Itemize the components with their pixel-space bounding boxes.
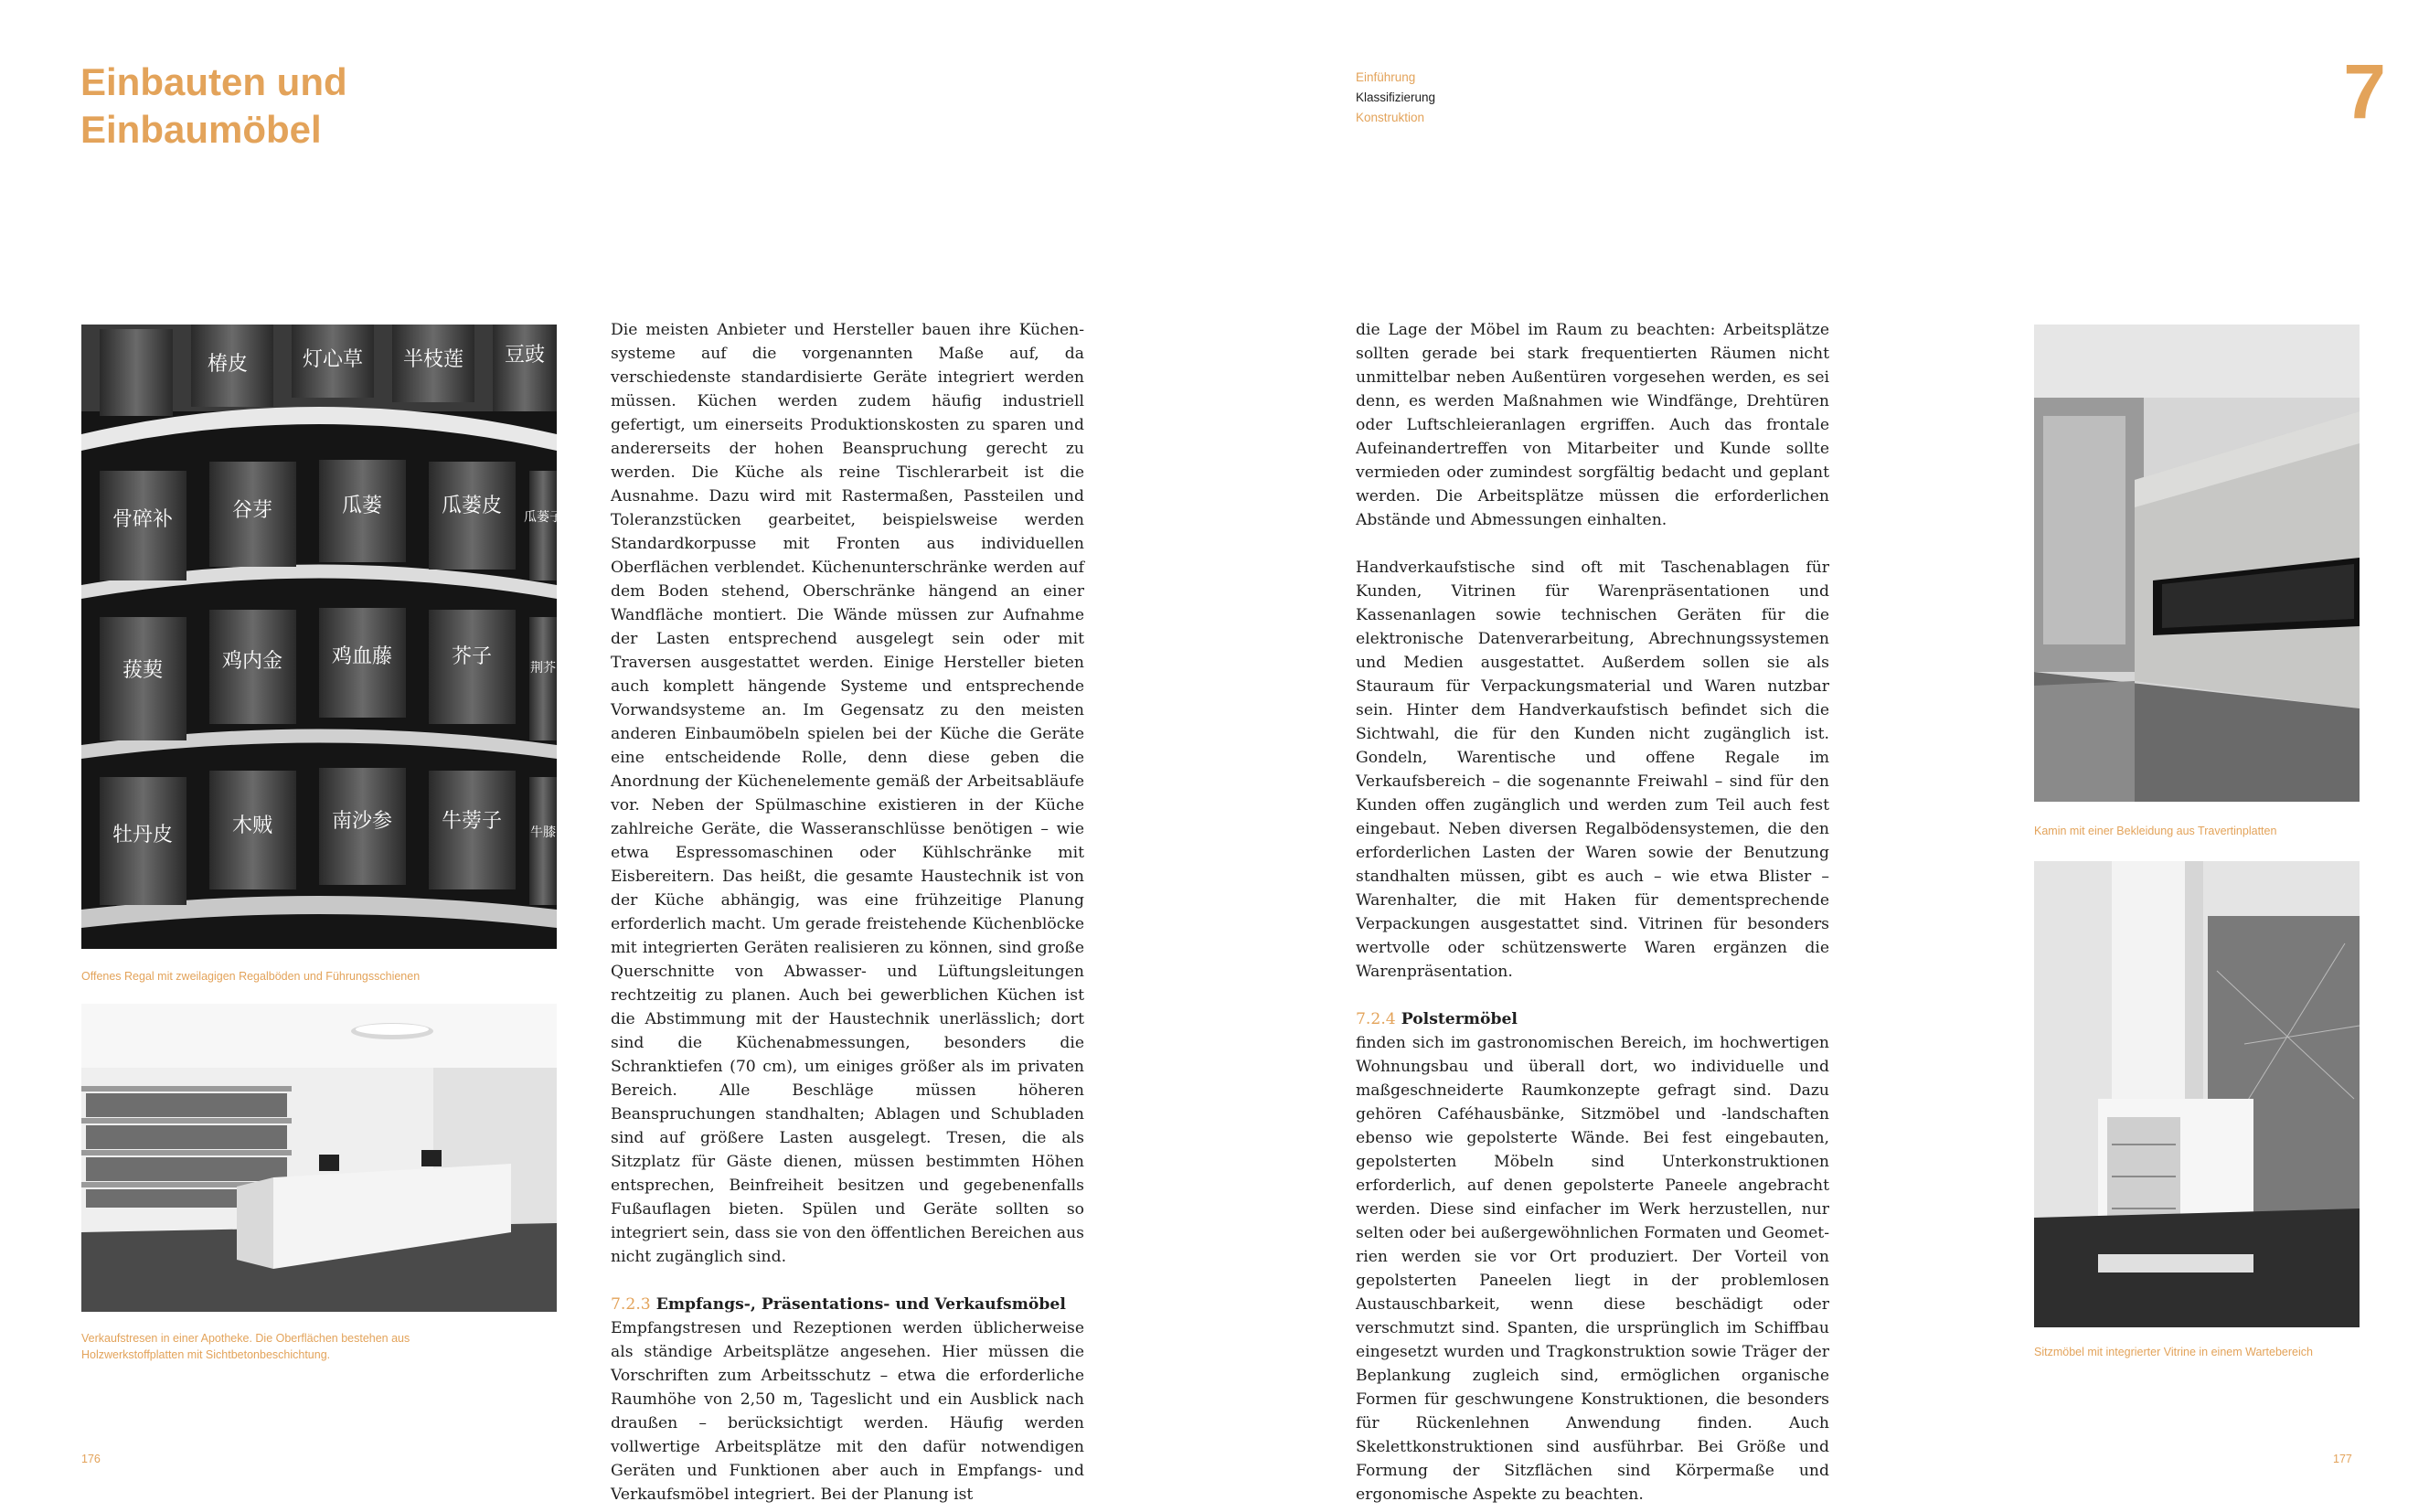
shelf-photo [81,325,562,949]
shelf-label: 木贼 [231,815,273,837]
shelf-label: 鸡血藤 [331,645,393,668]
shelf-label: 牛膝 [530,825,556,840]
shelf-label: 牛蒡子 [441,810,503,833]
section-number: 7.2.4 [1356,1010,1396,1028]
shelf-label: 骨碎补 [112,508,174,531]
shelf-label: 芥子 [451,645,493,668]
body-paragraph: Empfangstresen und Rezeptionen werden üblicherweise als ständige Arbeitsplätze angesehen. Hier müssen die Vorschriften zum Arbeitsschutz – etwa die erforderliche Raumhöhe von 2,50 m, Tageslicht und ein Ausblick nach draußen – berücksichtigt werden. Häufig werden vollwertige Arbeitsplätze mit den dafür notwendigen Geräten und Funktionen aber auch in Empfangs- und Verkaufsmöbel integriert. Bei der Planung ist [611,1319,1084,1504]
shelf-label: 豆豉 [504,344,546,367]
chapter-title-line2: Einbaumöbel [80,108,322,151]
section-heading-723 [611,1293,1084,1316]
shelf-label: 谷芽 [231,499,273,522]
body-paragraph: Handverkaufstische sind oft mit Taschenablagen für Kunden, Vitrinen für Warenpräsentationen und Kassenanlagen sowie technischen Geräten für die elektronische Datenverarbeitung, Abrechnungssystemen und Medien ausgestattet. Außerdem sollen sie als Stauraum für Verpackungsmaterial und Waren nutzbar sein. Hinter dem Handverkaufstisch befindet sich die Sichtwahl, die für den Kunden nicht zugänglich ist. Gondeln, Warentische und offene Regale im Verkaufsbereich – die sogenannte Freiwahl – sind für den Kunden offen zugänglich und werden zum Teil auch fest eingebaut. Neben diversen Regalbödensystemen, die den erforderlichen Lasten der Waren sowie der Benutzung standhalten müssen, gibt es auch – wie etwa Blister – Warenhalter, die mit Haken für dementsprechende Verpackungen ausgestattet sind. Vitrinen für besonders wertvolle oder schützenswerte Waren ergänzen die Warenpräsentation. [1356,559,1829,981]
shelf-label: 南沙参 [331,810,393,833]
seating-photo [2034,861,2360,1327]
shelf-label: 瓜蒌皮 [441,495,503,517]
nav-item-klassifizierung[interactable]: Klassifizierung [1356,91,1436,104]
left-text-column [611,318,1084,1507]
chapter-nav [1356,68,1435,128]
shelf-label: 瓜蒌 [341,495,383,517]
shelf-label: 菝葜 [122,659,164,682]
pharmacy-caption [81,1330,593,1363]
right-text-column [1356,318,1829,1507]
shelf-label: 灯心草 [302,348,364,371]
section-title: Polstermöbel [1401,1010,1518,1028]
pharmacy-photo [81,1004,557,1312]
page-number-left: 176 [81,1453,101,1465]
section-title: Empfangs-, Präsentations- und Verkaufsmöbel [655,1295,1066,1314]
pharmacy-caption-line1: Verkaufstresen in einer Apotheke. Die Oberflächen bestehen aus [81,1332,410,1345]
chapter-title-line1: Einbauten und [80,60,347,103]
shelf-label: 椿皮 [207,353,249,376]
nav-item-einfuehrung[interactable]: Einführung [1356,70,1416,84]
body-paragraph: Die meisten Anbieter und Hersteller bauen ihre Küchensysteme auf die vorgenannten Maße auf, da verschiedenste standardisierte Geräte integriert werden müssen. Küchen werden zudem häufig industriell gefertigt, um einerseits Produktionskosten zu sparen und andererseits der hohen Beanspruchung gerecht zu werden. Die Küche als reine Tischlerarbeit ist die Ausnahme. Dazu wird mit Rastermaßen, Passteilen und Toleranzstücken gearbeitet, beispielsweise werden Standardkorpusse mit Fronten aus individuellen Oberflächen verblendet. Küchenunterschränke werden auf dem Boden stehend, Oberschränke hängend an einer Wandfläche montiert. Die Wände müssen zur Aufnahme der Lasten entsprechend ausgelegt sein oder mit Traversen ausgestattet werden. Einige Hersteller bieten auch komplett hängende Systeme und entsprechende Vorwandsysteme an. Im Gegensatz zu den meisten anderen Einbaumöbeln spielen bei der Küche die Geräte eine entscheidende Rolle, denn diese geben die Anordnung der Küchenelemente gemäß der Arbeitsabläufe vor. Neben der Spülmaschine existieren in der Küche zahlreiche Geräte, die Wasseranschlüsse benötigen – wie etwa Espressomaschinen oder Kühlschränke mit Eisbereitern. Das heißt, die gesamte Haustechnik ist von der Küche abhängig, was eine frühzeitige Planung erforderlich macht. Um gerade freistehende Küchenblöcke mit integrierten Geräten realisieren zu können, sind große Querschnitte von Abwasser- und Lüftungsleitungen rechtzeitig zu planen. Auch bei gewerblichen Küchen ist die Abstimmung mit der Haustechnik unerlässlich; dort sind die Küchenabmessungen, besonders die Schranktiefen (70 cm), um einiges größer als im privaten Bereich. Alle Beschläge müssen höheren Beanspruchungen standhalten; Ablagen und Schubladen sind auf größere Lasten ausgelegt. Tresen, die als Sitzplatz für Gäste dienen, müssen bestimmten Höhen entsprechen, Beinfreiheit besitzen und gegebenenfalls Fußauflagen bieten. Spülen und Geräte sollten so integriert sein, dass sie von den öffentlichen Bereichen aus nicht zugänglich sind. [611,321,1084,1266]
body-paragraph: die Lage der Möbel im Raum zu beachten: Arbeitsplätze sollten gerade bei stark frequentierten Räumen nicht unmittelbar neben Außentüren vorgesehen werden, es sei denn, es werden Maßnahmen wie Windfänge, Drehtüren oder Luftschleieranlagen ergriffen. Auch das frontale Aufeinandertreffen von Mitarbeiter und Kunde sollte vermieden oder zumindest sorgfältig bedacht und geplant werden. Die Arbeitsplätze müssen die erforderlichen Abstände und Abmessungen einhalten. [1356,321,1829,529]
chapter-number: 7 [2343,48,2386,134]
shelf-label: 牡丹皮 [112,824,174,847]
shelf-label: 荆芥 [530,661,556,676]
body-paragraph: finden sich im gastronomischen Bereich, im hochwertigen Wohnungsbau und überall dort, wo individuelle und maßgeschneiderte Raumkonzepte gefragt sind. Dazu gehören Caféhausbänke, Sitzmöbel und -landschaften ebenso wie gepolsterte Wände. Bei fest eingebauten, gepolsterten Möbeln sind Unterkonstruktionen erforderlich, auf denen gepolsterte Paneele angebracht werden. Diese sind einfacher im Werk herzustellen, nur selten oder bei außergewöhnlichen Formaten und Geometrien werden sie vor Ort produziert. Der Vorteil von gepolsterten Paneelen liegt in der problemlosen Austauschbarkeit, wenn diese beschädigt oder verschmutzt sind. Spanten, die ursprünglich im Schiffbau eingesetzt wurden und Tragkonstruktion sowie Träger der Beplankung zugleich sind, ermöglichen organische Formen für geschwungene Konstruktionen, die besonders für Rückenlehnen Anwendung finden. Auch Skelettkonstruktionen sind ausführbar. Bei Größe und Formung der Sitzflächen sind Körpermaße und ergonomische Aspekte zu beachten. [1356,1034,1829,1504]
pharmacy-caption-line2: Holzwerkstoffplatten mit Sichtbetonbeschichtung. [81,1348,331,1361]
page-number-right: 177 [2333,1453,2352,1465]
section-heading-724 [1356,1007,1829,1031]
fireplace-caption: Kamin mit einer Bekleidung aus Travertinplatten [2034,825,2277,837]
fireplace-photo [2034,325,2360,802]
shelf-caption: Offenes Regal mit zweilagigen Regalböden und Führungsschienen [81,970,421,983]
seating-caption: Sitzmöbel mit integrierter Vitrine in einem Wartebereich [2034,1346,2313,1358]
shelf-label: 半枝莲 [402,348,464,371]
shelf-label: 鸡内金 [221,650,283,673]
shelf-label: 瓜蒌子 [524,510,562,525]
section-number: 7.2.3 [611,1295,651,1314]
nav-item-konstruktion[interactable]: Konstruktion [1356,111,1425,124]
chapter-title [80,59,629,154]
